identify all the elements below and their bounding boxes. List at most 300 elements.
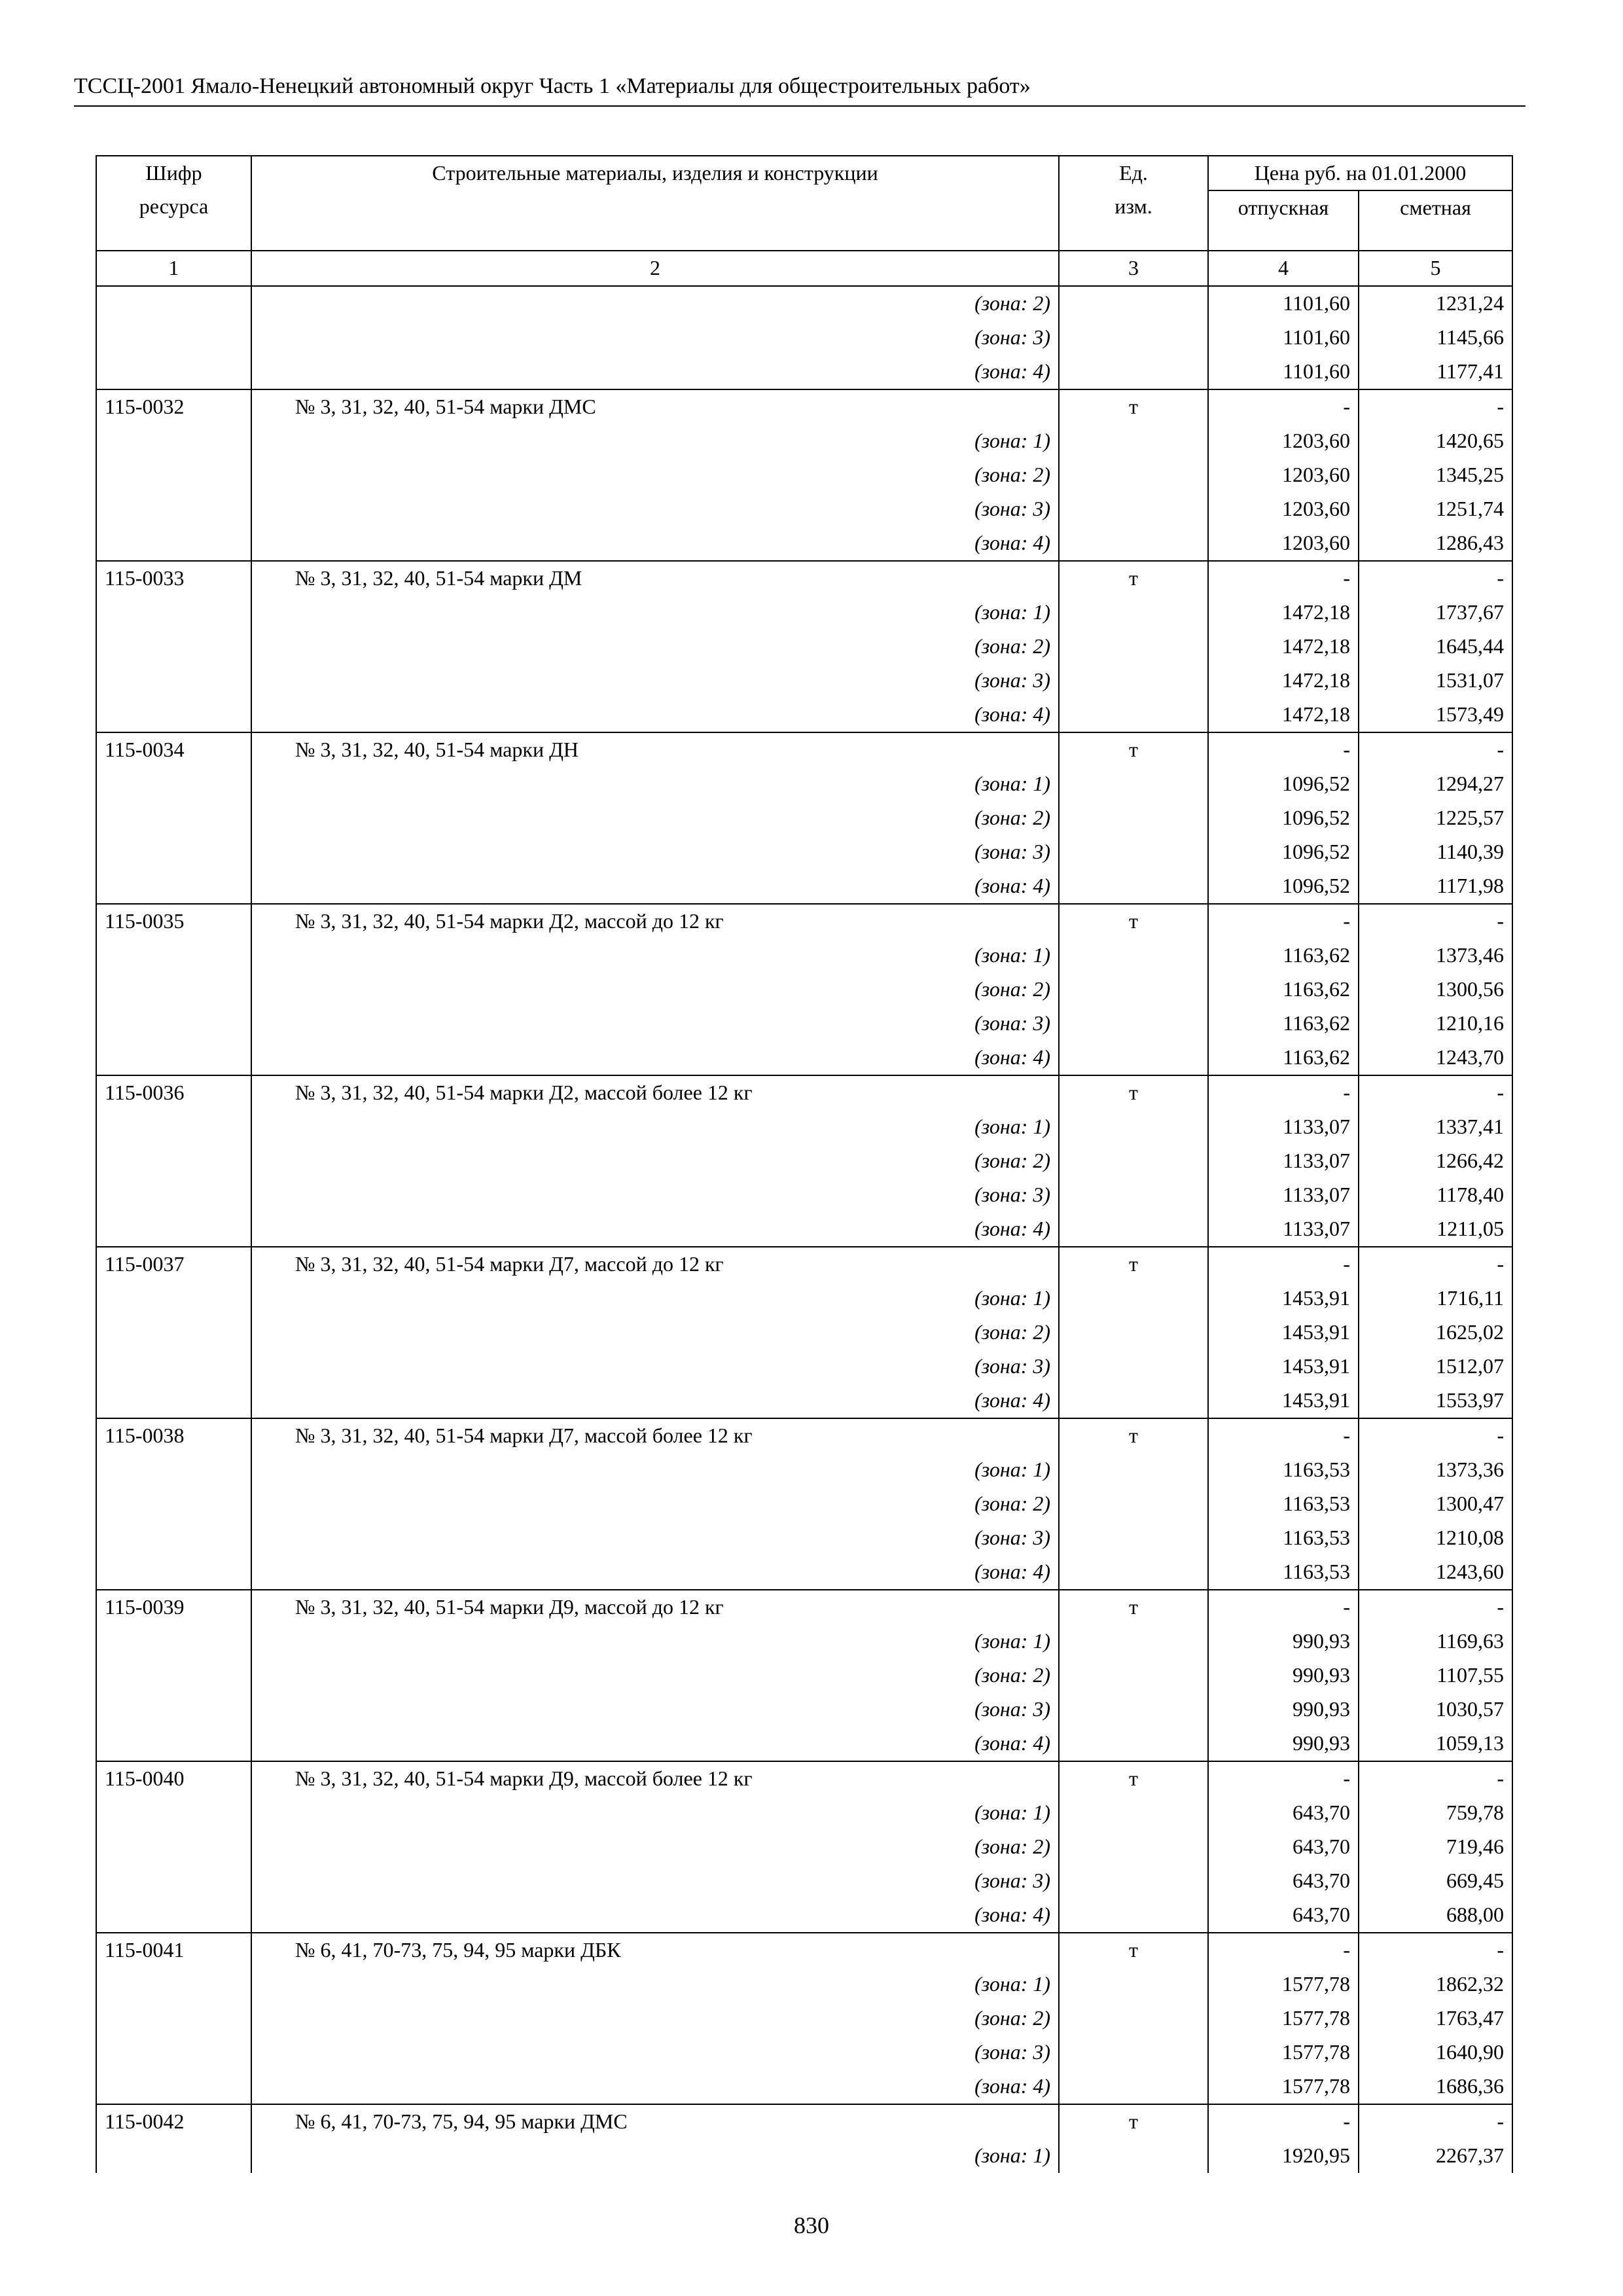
estimate-price: 1210,16 (1359, 1007, 1512, 1041)
table-row (96, 1727, 1512, 1761)
release-price: 1472,18 (1208, 664, 1359, 698)
table-row (96, 698, 1512, 732)
release-price: 643,70 (1208, 1864, 1359, 1898)
table-row (96, 1453, 1512, 1487)
estimate-price: - (1359, 1761, 1512, 1796)
release-price: - (1208, 389, 1359, 424)
unit-cell (1059, 767, 1208, 801)
unit-cell (1059, 801, 1208, 835)
estimate-price: 1573,49 (1359, 698, 1512, 732)
release-price: 1203,60 (1208, 492, 1359, 526)
estimate-price: 1286,43 (1359, 526, 1512, 561)
page-header-title: ТССЦ-2001 Ямало-Ненецкий автономный округ Часть 1 «Материалы для общестроительных работ» (74, 74, 1031, 98)
page-number: 830 (794, 2212, 829, 2238)
unit-cell (1059, 1178, 1208, 1212)
resource-code (96, 630, 251, 664)
release-price: - (1208, 1590, 1359, 1624)
estimate-price: - (1359, 2104, 1512, 2139)
zone-label: (зона: 3) (251, 1178, 1059, 1212)
release-price: 990,93 (1208, 1693, 1359, 1727)
release-price: 1163,62 (1208, 1041, 1359, 1075)
unit-cell (1059, 1487, 1208, 1521)
resource-code (96, 2001, 251, 2036)
resource-code (96, 939, 251, 973)
unit-cell (1059, 835, 1208, 869)
unit-cell (1059, 630, 1208, 664)
table-row (96, 1350, 1512, 1384)
estimate-price: 1243,70 (1359, 1041, 1512, 1075)
resource-code (96, 458, 251, 492)
release-price: 1101,60 (1208, 321, 1359, 355)
resource-code (96, 1453, 251, 1487)
estimate-price: 1373,36 (1359, 1453, 1512, 1487)
table-row (96, 1624, 1512, 1659)
column-number: 2 (251, 251, 1059, 286)
zone-label: (зона: 4) (251, 698, 1059, 732)
resource-code (96, 1041, 251, 1075)
header-price-group: Цена руб. на 01.01.2000 (1208, 156, 1512, 190)
table-row (96, 1693, 1512, 1727)
table-row (96, 2036, 1512, 2070)
release-price: 1163,53 (1208, 1453, 1359, 1487)
zone-label: (зона: 1) (251, 2139, 1059, 2173)
table-body (96, 286, 1512, 2173)
estimate-price: 1763,47 (1359, 2001, 1512, 2036)
price-table (96, 155, 1513, 2173)
unit-cell (1059, 973, 1208, 1007)
release-price: 1163,62 (1208, 973, 1359, 1007)
material-name: № 3, 31, 32, 40, 51-54 марки Д7, массой до 12 кг (251, 1247, 1059, 1282)
zone-label: (зона: 4) (251, 2070, 1059, 2104)
resource-code (96, 492, 251, 526)
estimate-price: - (1359, 1418, 1512, 1453)
unit-cell (1059, 2139, 1208, 2173)
unit-cell: т (1059, 1247, 1208, 1282)
table-row (96, 1864, 1512, 1898)
resource-code (96, 1350, 251, 1384)
unit-cell: т (1059, 1590, 1208, 1624)
estimate-price: - (1359, 732, 1512, 767)
estimate-price: 1251,74 (1359, 492, 1512, 526)
zone-label: (зона: 3) (251, 1007, 1059, 1041)
table-row (96, 561, 1512, 596)
table-row (96, 1487, 1512, 1521)
material-name: № 3, 31, 32, 40, 51-54 марки Д7, массой более 12 кг (251, 1418, 1059, 1453)
unit-cell (1059, 424, 1208, 458)
release-price: 1577,78 (1208, 2001, 1359, 2036)
header-code: Шифр ресурса (96, 156, 251, 251)
unit-cell (1059, 1521, 1208, 1555)
zone-label: (зона: 1) (251, 1624, 1059, 1659)
unit-cell: т (1059, 1761, 1208, 1796)
zone-label: (зона: 3) (251, 2036, 1059, 2070)
zone-label: (зона: 2) (251, 1830, 1059, 1864)
column-numbers-row (96, 251, 1512, 286)
estimate-price: 1177,41 (1359, 355, 1512, 389)
table-row (96, 321, 1512, 355)
table-row (96, 1898, 1512, 1933)
table-row (96, 1967, 1512, 2001)
zone-label: (зона: 4) (251, 355, 1059, 389)
table-row (96, 1247, 1512, 1282)
estimate-price: 1169,63 (1359, 1624, 1512, 1659)
zone-label: (зона: 3) (251, 1350, 1059, 1384)
resource-code (96, 1727, 251, 1761)
resource-code (96, 1110, 251, 1144)
release-price: 990,93 (1208, 1659, 1359, 1693)
release-price: 1101,60 (1208, 286, 1359, 321)
unit-cell (1059, 321, 1208, 355)
resource-code: 115-0032 (96, 389, 251, 424)
table-row (96, 732, 1512, 767)
table-row (96, 458, 1512, 492)
zone-label: (зона: 3) (251, 1864, 1059, 1898)
unit-cell (1059, 1316, 1208, 1350)
table-row (96, 869, 1512, 904)
release-price: 1133,07 (1208, 1110, 1359, 1144)
table-row (96, 1384, 1512, 1418)
material-name: № 6, 41, 70-73, 75, 94, 95 марки ДБК (251, 1933, 1059, 1967)
resource-code (96, 1212, 251, 1247)
estimate-price: 1737,67 (1359, 596, 1512, 630)
unit-cell (1059, 1007, 1208, 1041)
release-price: 1133,07 (1208, 1212, 1359, 1247)
release-price: 1163,53 (1208, 1521, 1359, 1555)
zone-label: (зона: 4) (251, 1212, 1059, 1247)
resource-code: 115-0039 (96, 1590, 251, 1624)
estimate-price: 1059,13 (1359, 1727, 1512, 1761)
table-row (96, 286, 1512, 321)
zone-label: (зона: 1) (251, 1796, 1059, 1830)
resource-code: 115-0036 (96, 1075, 251, 1110)
zone-label: (зона: 4) (251, 1555, 1059, 1590)
resource-code: 115-0040 (96, 1761, 251, 1796)
estimate-price: 1512,07 (1359, 1350, 1512, 1384)
estimate-price: - (1359, 561, 1512, 596)
zone-label: (зона: 2) (251, 1487, 1059, 1521)
release-price: 1472,18 (1208, 698, 1359, 732)
release-price: 1453,91 (1208, 1350, 1359, 1384)
table-row (96, 2104, 1512, 2139)
release-price: 1163,53 (1208, 1487, 1359, 1521)
material-name: № 3, 31, 32, 40, 51-54 марки Д9, массой до 12 кг (251, 1590, 1059, 1624)
unit-cell (1059, 1041, 1208, 1075)
estimate-price: 688,00 (1359, 1898, 1512, 1933)
resource-code (96, 1282, 251, 1316)
resource-code (96, 1316, 251, 1350)
table-row (96, 1659, 1512, 1693)
material-name: № 3, 31, 32, 40, 51-54 марки Д2, массой до 12 кг (251, 904, 1059, 939)
unit-cell (1059, 1898, 1208, 1933)
table-row (96, 1212, 1512, 1247)
table-row (96, 1282, 1512, 1316)
unit-cell (1059, 939, 1208, 973)
estimate-price: - (1359, 1247, 1512, 1282)
release-price: 643,70 (1208, 1796, 1359, 1830)
unit-cell (1059, 869, 1208, 904)
header-estimate-price: сметная (1359, 190, 1512, 251)
table-row (96, 355, 1512, 389)
zone-label: (зона: 4) (251, 1727, 1059, 1761)
table-row (96, 389, 1512, 424)
unit-cell (1059, 1967, 1208, 2001)
unit-cell (1059, 492, 1208, 526)
table-row (96, 2070, 1512, 2104)
unit-cell: т (1059, 1075, 1208, 1110)
table-row (96, 1041, 1512, 1075)
zone-label: (зона: 3) (251, 1521, 1059, 1555)
unit-cell: т (1059, 561, 1208, 596)
resource-code (96, 1659, 251, 1693)
table-row (96, 1144, 1512, 1178)
estimate-price: - (1359, 1933, 1512, 1967)
release-price: 1096,52 (1208, 801, 1359, 835)
estimate-price: 1337,41 (1359, 1110, 1512, 1144)
release-price: - (1208, 1761, 1359, 1796)
estimate-price: 1243,60 (1359, 1555, 1512, 1590)
resource-code (96, 1624, 251, 1659)
resource-code (96, 286, 251, 321)
table-row (96, 492, 1512, 526)
zone-label: (зона: 2) (251, 2001, 1059, 2036)
unit-cell (1059, 1864, 1208, 1898)
unit-cell (1059, 1350, 1208, 1384)
header-name: Строительные материалы, изделия и конструкции (251, 156, 1059, 251)
resource-code (96, 801, 251, 835)
zone-label: (зона: 2) (251, 458, 1059, 492)
estimate-price: - (1359, 1590, 1512, 1624)
release-price: 1577,78 (1208, 1967, 1359, 2001)
estimate-price: 719,46 (1359, 1830, 1512, 1864)
resource-code: 115-0033 (96, 561, 251, 596)
unit-cell (1059, 596, 1208, 630)
unit-cell (1059, 458, 1208, 492)
resource-code (96, 355, 251, 389)
estimate-price: - (1359, 1075, 1512, 1110)
unit-cell: т (1059, 732, 1208, 767)
material-name: № 3, 31, 32, 40, 51-54 марки ДН (251, 732, 1059, 767)
resource-code: 115-0034 (96, 732, 251, 767)
estimate-price: 759,78 (1359, 1796, 1512, 1830)
estimate-price: 1171,98 (1359, 869, 1512, 904)
release-price: 990,93 (1208, 1624, 1359, 1659)
estimate-price: 1345,25 (1359, 458, 1512, 492)
release-price: 1101,60 (1208, 355, 1359, 389)
zone-label: (зона: 1) (251, 767, 1059, 801)
resource-code (96, 2070, 251, 2104)
resource-code (96, 2139, 251, 2173)
release-price: 1096,52 (1208, 869, 1359, 904)
release-price: 1453,91 (1208, 1316, 1359, 1350)
estimate-price: 1640,90 (1359, 2036, 1512, 2070)
zone-label: (зона: 1) (251, 1282, 1059, 1316)
resource-code (96, 767, 251, 801)
resource-code: 115-0035 (96, 904, 251, 939)
unit-cell (1059, 1830, 1208, 1864)
estimate-price: 1686,36 (1359, 2070, 1512, 2104)
release-price: - (1208, 1933, 1359, 1967)
unit-cell: т (1059, 1933, 1208, 1967)
zone-label: (зона: 4) (251, 869, 1059, 904)
table-row (96, 664, 1512, 698)
zone-label: (зона: 1) (251, 1110, 1059, 1144)
resource-code (96, 1555, 251, 1590)
zone-label: (зона: 3) (251, 664, 1059, 698)
release-price: 1133,07 (1208, 1178, 1359, 1212)
resource-code: 115-0042 (96, 2104, 251, 2139)
release-price: 1203,60 (1208, 526, 1359, 561)
unit-cell (1059, 526, 1208, 561)
estimate-price: 1300,47 (1359, 1487, 1512, 1521)
resource-code (96, 973, 251, 1007)
unit-cell: т (1059, 1418, 1208, 1453)
resource-code (96, 698, 251, 732)
estimate-price: 1140,39 (1359, 835, 1512, 869)
unit-cell (1059, 1282, 1208, 1316)
estimate-price: - (1359, 389, 1512, 424)
estimate-price: 1862,32 (1359, 1967, 1512, 2001)
header-unit: Ед. изм. (1059, 156, 1208, 251)
zone-label: (зона: 4) (251, 1041, 1059, 1075)
release-price: 1163,62 (1208, 939, 1359, 973)
table-row (96, 2139, 1512, 2173)
table-row (96, 1555, 1512, 1590)
unit-cell (1059, 1693, 1208, 1727)
unit-cell (1059, 1555, 1208, 1590)
table-row (96, 424, 1512, 458)
release-price: 643,70 (1208, 1898, 1359, 1933)
unit-cell (1059, 698, 1208, 732)
resource-code (96, 869, 251, 904)
table-row (96, 1007, 1512, 1041)
resource-code (96, 1521, 251, 1555)
unit-cell (1059, 1796, 1208, 1830)
table-row (96, 1590, 1512, 1624)
resource-code: 115-0041 (96, 1933, 251, 1967)
table-row (96, 596, 1512, 630)
release-price: 1577,78 (1208, 2070, 1359, 2104)
resource-code (96, 835, 251, 869)
table-row (96, 1418, 1512, 1453)
estimate-price: 1145,66 (1359, 321, 1512, 355)
resource-code (96, 1007, 251, 1041)
resource-code (96, 1384, 251, 1418)
release-price: 1472,18 (1208, 630, 1359, 664)
estimate-price: 1294,27 (1359, 767, 1512, 801)
material-name: № 3, 31, 32, 40, 51-54 марки ДМ (251, 561, 1059, 596)
table-row (96, 526, 1512, 561)
zone-label: (зона: 1) (251, 1453, 1059, 1487)
zone-label: (зона: 3) (251, 1693, 1059, 1727)
release-price: 1472,18 (1208, 596, 1359, 630)
release-price: 1163,62 (1208, 1007, 1359, 1041)
unit-cell (1059, 1212, 1208, 1247)
table-row (96, 1521, 1512, 1555)
estimate-price: 1625,02 (1359, 1316, 1512, 1350)
unit-cell (1059, 2001, 1208, 2036)
zone-label: (зона: 4) (251, 1898, 1059, 1933)
table-row (96, 973, 1512, 1007)
resource-code: 115-0037 (96, 1247, 251, 1282)
unit-cell (1059, 1624, 1208, 1659)
resource-code (96, 424, 251, 458)
zone-label: (зона: 1) (251, 1967, 1059, 2001)
unit-cell (1059, 1144, 1208, 1178)
resource-code (96, 1144, 251, 1178)
unit-cell (1059, 355, 1208, 389)
zone-label: (зона: 4) (251, 526, 1059, 561)
estimate-price: 1645,44 (1359, 630, 1512, 664)
unit-cell: т (1059, 904, 1208, 939)
table-row (96, 1178, 1512, 1212)
resource-code (96, 1898, 251, 1933)
estimate-price: 1030,57 (1359, 1693, 1512, 1727)
estimate-price: 1373,46 (1359, 939, 1512, 973)
estimate-price: 1210,08 (1359, 1521, 1512, 1555)
zone-label: (зона: 2) (251, 973, 1059, 1007)
zone-label: (зона: 1) (251, 424, 1059, 458)
unit-cell (1059, 2070, 1208, 2104)
release-price: 1453,91 (1208, 1282, 1359, 1316)
release-price: - (1208, 1075, 1359, 1110)
release-price: 1096,52 (1208, 835, 1359, 869)
release-price: - (1208, 2104, 1359, 2139)
table-row (96, 2001, 1512, 2036)
resource-code (96, 526, 251, 561)
estimate-price: 1107,55 (1359, 1659, 1512, 1693)
release-price: 1203,60 (1208, 458, 1359, 492)
zone-label: (зона: 1) (251, 596, 1059, 630)
table-row (96, 630, 1512, 664)
resource-code (96, 1178, 251, 1212)
unit-cell (1059, 664, 1208, 698)
resource-code: 115-0038 (96, 1418, 251, 1453)
column-number: 3 (1059, 251, 1208, 286)
unit-cell (1059, 1384, 1208, 1418)
header-rule (74, 105, 1525, 107)
estimate-price: 1300,56 (1359, 973, 1512, 1007)
release-price: 643,70 (1208, 1830, 1359, 1864)
estimate-price: 1531,07 (1359, 664, 1512, 698)
table-row (96, 1761, 1512, 1796)
resource-code (96, 664, 251, 698)
unit-cell (1059, 1453, 1208, 1487)
table-row (96, 1796, 1512, 1830)
estimate-price: 1266,42 (1359, 1144, 1512, 1178)
unit-cell (1059, 286, 1208, 321)
zone-label: (зона: 4) (251, 1384, 1059, 1418)
release-price: 1096,52 (1208, 767, 1359, 801)
release-price: - (1208, 561, 1359, 596)
unit-cell (1059, 2036, 1208, 2070)
table-header (96, 156, 1512, 251)
unit-cell: т (1059, 389, 1208, 424)
estimate-price: 1225,57 (1359, 801, 1512, 835)
estimate-price: 1211,05 (1359, 1212, 1512, 1247)
release-price: 1133,07 (1208, 1144, 1359, 1178)
resource-code (96, 1487, 251, 1521)
resource-code (96, 321, 251, 355)
table-row (96, 1316, 1512, 1350)
material-name: № 6, 41, 70-73, 75, 94, 95 марки ДМС (251, 2104, 1059, 2139)
resource-code (96, 1864, 251, 1898)
release-price: - (1208, 1247, 1359, 1282)
release-price: - (1208, 904, 1359, 939)
material-name: № 3, 31, 32, 40, 51-54 марки Д9, массой более 12 кг (251, 1761, 1059, 1796)
zone-label: (зона: 3) (251, 835, 1059, 869)
estimate-price: 1553,97 (1359, 1384, 1512, 1418)
release-price: 1453,91 (1208, 1384, 1359, 1418)
